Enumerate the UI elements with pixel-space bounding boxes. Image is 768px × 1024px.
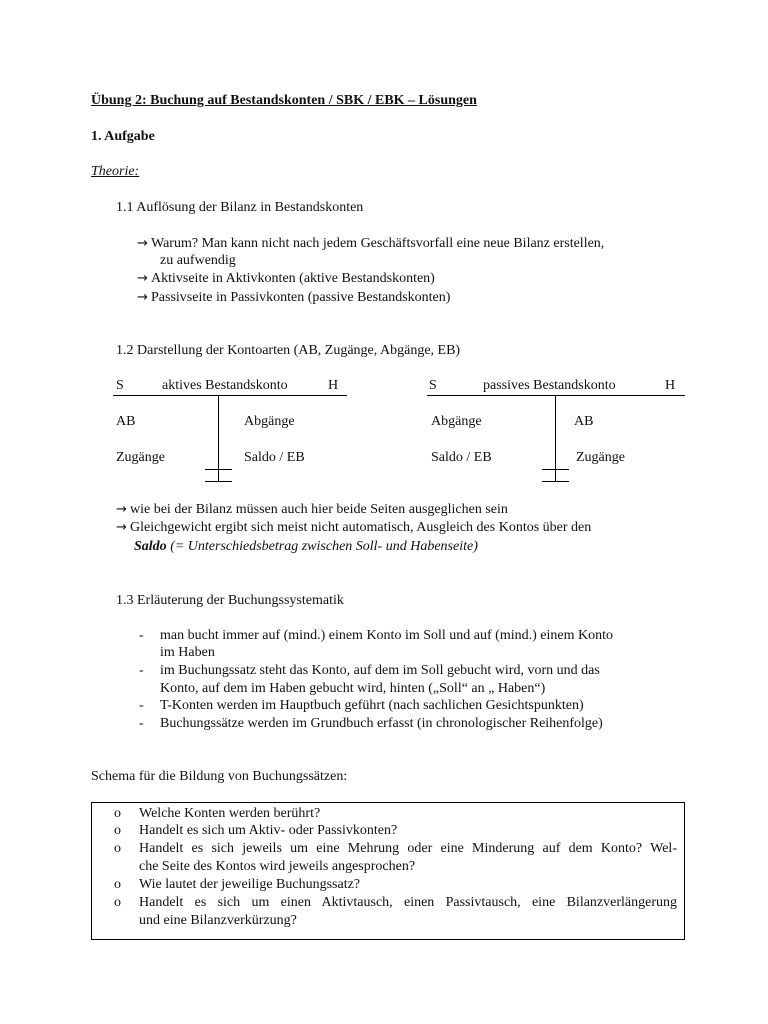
note-item-1: → wie bei der Bilanz müssen auch hier beide Seiten ausgeglichen sein — [116, 502, 508, 517]
t-account-closing-line — [205, 469, 232, 470]
dash-bullet: - — [139, 628, 144, 643]
theorie-label: Theorie: — [91, 164, 140, 179]
list-item: Buchungssätze werden im Grundbuch erfasst (in chronologischer Reihenfolge) — [160, 716, 603, 731]
list-item: man bucht immer auf (mind.) einem Konto im Soll und auf (mind.) einem Konto — [160, 628, 613, 643]
arrow-item-2: → Aktivseite in Aktivkonten (aktive Bestandskonten) — [137, 271, 435, 286]
arrow-item-1: → Warum? Man kann nicht nach jedem Geschäftsvorfall eine neue Bilanz erstellen, — [137, 236, 605, 251]
heading-1-2: 1.2 Darstellung der Kontoarten (AB, Zugänge, Abgänge, EB) — [116, 343, 461, 358]
circle-bullet: o — [114, 841, 121, 856]
circle-bullet: o — [114, 806, 121, 821]
t-account-title: aktives Bestandskonto — [162, 378, 288, 393]
saldo-explanation: (= Unterschiedsbetrag zwischen Soll- und Habenseite) — [166, 539, 478, 554]
saldo-term: Saldo — [134, 539, 167, 554]
saldo-definition — [134, 538, 478, 555]
arrow-item-3: → Passivseite in Passivkonten (passive Bestandskonten) — [137, 290, 451, 305]
t-account-cell: Saldo / EB — [431, 450, 492, 465]
list-item: im Buchungssatz steht das Konto, auf dem im Soll gebucht wird, vorn und das — [160, 663, 600, 678]
list-item: Handelt es sich jeweils um eine Mehrung oder eine Minderung auf dem Konto? Wel- — [139, 841, 677, 856]
t-account-cell: Zugänge — [576, 450, 625, 465]
t-account-haben-label: H — [665, 378, 676, 393]
list-item: T-Konten werden im Hauptbuch geführt (nach sachlichen Gesichtspunkten) — [160, 698, 584, 713]
t-account-top-line — [427, 395, 685, 396]
arrow-item-1-cont: zu aufwendig — [160, 253, 236, 268]
arrow-right-icon: → — [116, 520, 127, 535]
page-title: Übung 2: Buchung auf Bestandskonten / SBK / EBK – Lösungen — [91, 93, 477, 108]
t-account-soll-label: S — [429, 378, 437, 393]
dash-bullet: - — [139, 698, 144, 713]
list-item: Welche Konten werden berührt? — [139, 806, 321, 821]
dash-bullet: - — [139, 663, 144, 678]
list-item-cont: che Seite des Kontos wird jeweils angesprochen? — [139, 859, 416, 874]
list-item-cont: im Haben — [160, 645, 215, 660]
schema-heading: Schema für die Bildung von Buchungssätzen: — [91, 769, 348, 784]
t-account-closing-line — [205, 481, 232, 482]
arrow-right-icon: → — [116, 502, 127, 517]
circle-bullet: o — [114, 823, 121, 838]
t-account-haben-label: H — [328, 378, 339, 393]
t-account-cell: Saldo / EB — [244, 450, 305, 465]
heading-1-3: 1.3 Erläuterung der Buchungssystematik — [116, 593, 344, 608]
list-item-cont: und eine Bilanzverkürzung? — [139, 913, 297, 928]
note-item-2: → Gleichgewicht ergibt sich meist nicht automatisch, Ausgleich des Kontos über den — [116, 520, 592, 535]
t-account-top-line — [113, 395, 347, 396]
circle-bullet: o — [114, 877, 121, 892]
list-item: Handelt es sich um einen Aktivtausch, einen Passivtausch, eine Bilanzverlängerung — [139, 895, 677, 910]
circle-bullet: o — [114, 895, 121, 910]
section-heading-aufgabe: 1. Aufgabe — [91, 129, 155, 144]
t-account-cell: Abgänge — [431, 414, 482, 429]
t-account-cell: AB — [116, 414, 136, 429]
t-account-soll-label: S — [116, 378, 124, 393]
t-account-closing-line — [542, 469, 569, 470]
list-item: Handelt es sich um Aktiv- oder Passivkonten? — [139, 823, 398, 838]
list-item-cont: Konto, auf dem im Haben gebucht wird, hinten („Soll“ an „ Haben“) — [160, 681, 546, 696]
arrow-right-icon: → — [137, 290, 148, 305]
t-account-closing-line — [542, 481, 569, 482]
heading-1-1: 1.1 Auflösung der Bilanz in Bestandskonten — [116, 200, 364, 215]
t-account-cell: AB — [574, 414, 594, 429]
t-account-cell: Abgänge — [244, 414, 295, 429]
list-item: Wie lautet der jeweilige Buchungssatz? — [139, 877, 361, 892]
t-account-cell: Zugänge — [116, 450, 165, 465]
dash-bullet: - — [139, 716, 144, 731]
arrow-right-icon: → — [137, 236, 148, 251]
t-account-title: passives Bestandskonto — [483, 378, 616, 393]
arrow-right-icon: → — [137, 271, 148, 286]
